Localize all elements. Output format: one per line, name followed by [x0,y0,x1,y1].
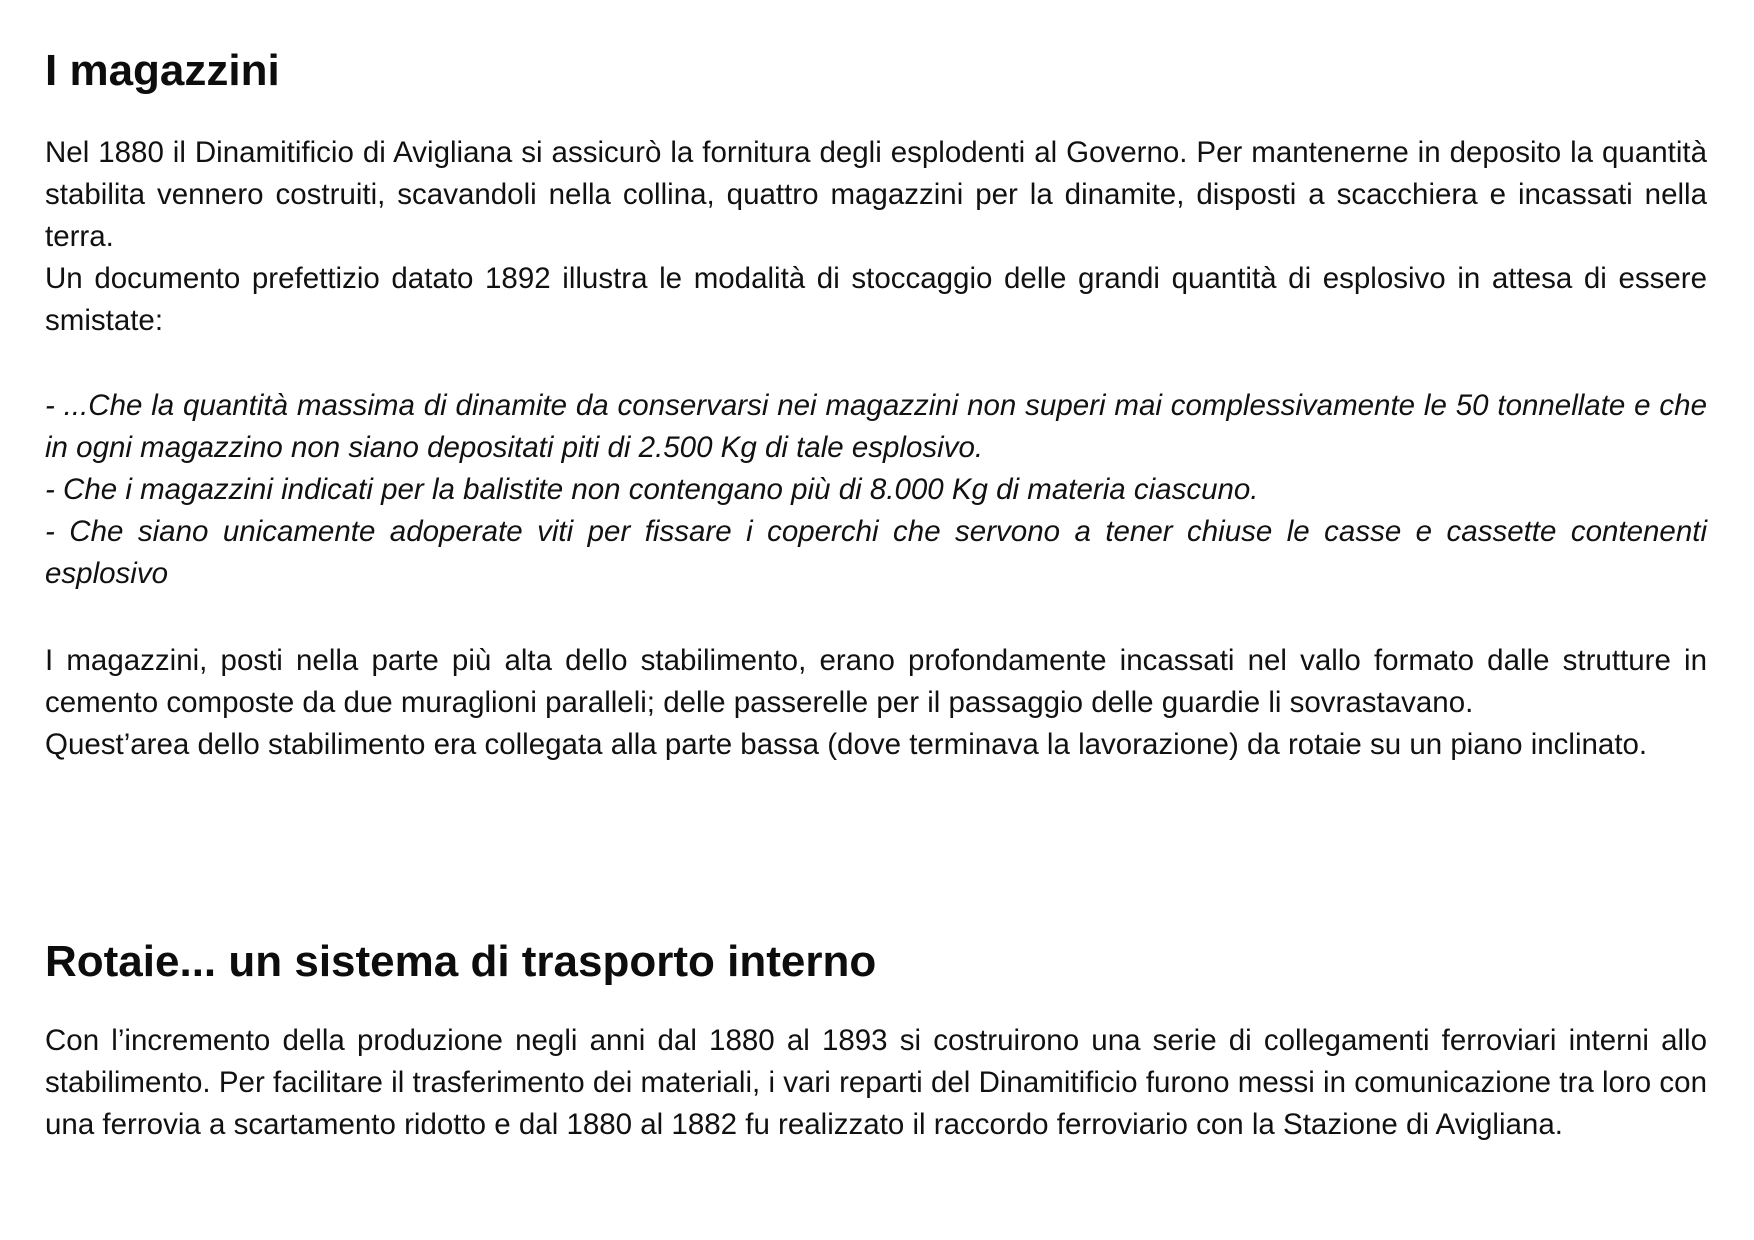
quote-item-viti: - Che siano unicamente adoperate viti per fissare i coperchi che servono a tener chiuse le casse e cassette contenenti esplosivo [45,515,1707,590]
rotaie-text-block [45,1020,1707,1146]
paragraph-area-collegata: Quest’area dello stabilimento era collegata alla parte bassa (dove terminava la lavorazione) da rotaie su un piano inclinato. [45,728,1648,761]
section-title-rotaie: Rotaie... un sistema di trasporto interno [45,937,877,986]
quote-block [45,385,1707,595]
paragraph-documento-prefettizio: Un documento prefettizio datato 1892 illustra le modalità di stoccaggio delle grandi quantità di esplosivo in attesa di essere smistate: [45,262,1707,337]
paragraph-fornitura: Nel 1880 il Dinamitificio di Avigliana si assicurò la fornitura degli esplodenti al Governo. Per mantenerne in deposito la quantità stabilita vennero costruiti, scavandoli nella collina, quattro magazzini per la dinamite, disposti a scacchiera e incassati nella terra. [45,136,1707,253]
section-title-magazzini: I magazzini [45,46,280,95]
quote-item-balistite: - Che i magazzini indicati per la balistite non contengano più di 8.000 Kg di materia ciascuno. [45,473,1259,506]
paragraph-collegamenti-ferroviari: Con l’incremento della produzione negli anni dal 1880 al 1893 si costruirono una serie di collegamenti ferroviari interni allo stabilimento. Per facilitare il trasferimento dei materiali, i vari reparti del Dinamitificio furono messi in comunicazione tra loro con una ferrovia a scartamento ridotto e dal 1880 al 1882 fu realizzato il raccordo ferroviario con la Stazione di Avigliana. [45,1024,1707,1141]
intro-text-block [45,132,1707,342]
description-text-block [45,640,1707,766]
quote-item-dinamite: - ...Che la quantità massima di dinamite da conservarsi nei magazzini non superi mai complessivamente le 50 tonnellate e che in ogni magazzino non siano depositati piti di 2.500 Kg di tale esplosivo. [45,389,1707,464]
paragraph-magazzini-posizione: I magazzini, posti nella parte più alta dello stabilimento, erano profondamente incassati nel vallo formato dalle strutture in cemento composte da due muraglioni paralleli; delle passerelle per il passaggio delle guardie li sovrastavano. [45,644,1707,719]
